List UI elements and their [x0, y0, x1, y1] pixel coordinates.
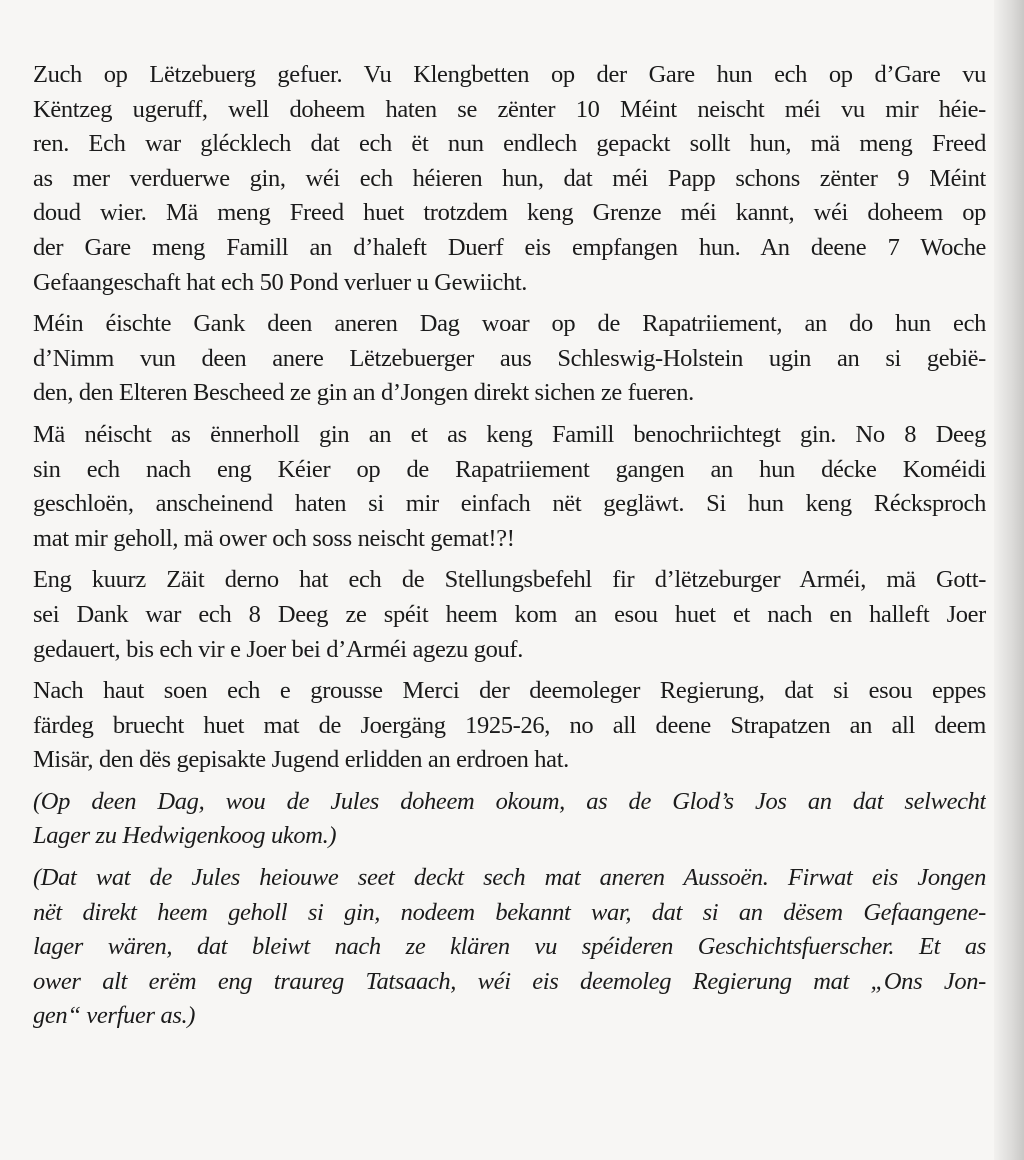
text-line: doud wier. Mä meng Freed huet trotzdem keng Grenze méi kannt, wéi doheem op: [33, 199, 986, 227]
text-line: färdeg bruecht huet mat de Joergäng 1925-26, no all deene Strapatzen an all deem: [33, 711, 986, 739]
body-paragraph: [33, 58, 986, 300]
text-line: Méin éischte Gank deen aneren Dag woar op de Rapatriiement, an do hun ech: [33, 310, 986, 338]
paragraph-gap: [33, 667, 986, 674]
text-line: (Dat wat de Jules heiouwe seet deckt sech mat aneren Aussoën. Firwat eis Jongen: [33, 864, 986, 892]
text-line: den, den Elteren Bescheed ze gin an d’Jongen direkt sichen ze fueren.: [33, 379, 694, 407]
text-line: Nach haut soen ech e grousse Merci der deemoleger Regierung, dat si esou eppes: [33, 677, 986, 705]
text-line: Misär, den dës gepisakte Jugend erlidden an erdroen hat.: [33, 746, 569, 774]
body-paragraph: [33, 563, 986, 667]
text-line: Këntzeg ugeruff, well doheem haten se zënter 10 Méint neischt méi vu mir héie-: [33, 95, 986, 123]
italic-note-paragraph: [33, 785, 986, 854]
page-edge-shadow: [994, 0, 1024, 1160]
text-line: Lager zu Hedwigenkoog ukom.): [33, 822, 337, 850]
text-line: lager wären, dat bleiwt nach ze klären vu spéideren Geschichtsfuerscher. Et as: [33, 933, 986, 961]
text-line: der Gare meng Famill an d’haleft Duerf eis empfangen hun. An deene 7 Woche: [33, 233, 986, 261]
paragraph-gap: [33, 778, 986, 785]
text-line: gen“ verfuer as.): [33, 1002, 196, 1030]
document-page: [33, 58, 986, 1034]
text-line: sei Dank war ech 8 Deeg ze spéit heem kom an esou huet et nach en halleft Joer: [33, 600, 986, 628]
paragraph-gap: [33, 300, 986, 307]
text-line: Eng kuurz Zäit derno hat ech de Stellungsbefehl fir d’lëtzeburger Arméi, mä Gott-: [33, 566, 986, 594]
text-line: ower alt erëm eng traureg Tatsaach, wéi eis deemoleg Regierung mat „Ons Jon-: [33, 967, 986, 995]
body-paragraph: [33, 307, 986, 411]
text-line: mat mir geholl, mä ower och soss neischt gemat!?!: [33, 524, 515, 552]
text-line: d’Nimm vun deen anere Lëtzebuerger aus Schleswig-Holstein ugin an si gebië-: [33, 344, 986, 372]
text-line: nët direkt heem geholl si gin, nodeem bekannt war, dat si an dësem Gefaangene-: [33, 898, 986, 926]
body-paragraph: [33, 418, 986, 556]
italic-note-paragraph: [33, 861, 986, 1034]
paragraph-gap: [33, 411, 986, 418]
paragraph-gap: [33, 854, 986, 861]
paragraph-gap: [33, 556, 986, 563]
text-line: sin ech nach eng Kéier op de Rapatriiement gangen an hun décke Koméidi: [33, 455, 986, 483]
text-line: geschloën, anscheinend haten si mir einfach nët gegläwt. Si hun keng Récksproch: [33, 490, 986, 518]
body-paragraph: [33, 674, 986, 778]
text-line: ren. Ech war glécklech dat ech ët nun endlech gepackt sollt hun, mä meng Freed: [33, 130, 986, 158]
text-line: gedauert, bis ech vir e Joer bei d’Arméi agezu gouf.: [33, 635, 523, 663]
text-line: as mer verduerwe gin, wéi ech héieren hun, dat méi Papp schons zënter 9 Méint: [33, 164, 986, 192]
text-line: Mä néischt as ënnerholl gin an et as keng Famill benochriichtegt gin. No 8 Deeg: [33, 420, 986, 448]
text-line: Zuch op Lëtzebuerg gefuer. Vu Klengbetten op der Gare hun ech op d’Gare vu: [33, 61, 986, 88]
text-line: Gefaangeschaft hat ech 50 Pond verluer u Gewiicht.: [33, 268, 528, 296]
text-line: (Op deen Dag, wou de Jules doheem okoum, as de Glod’s Jos an dat selwecht: [33, 787, 986, 815]
